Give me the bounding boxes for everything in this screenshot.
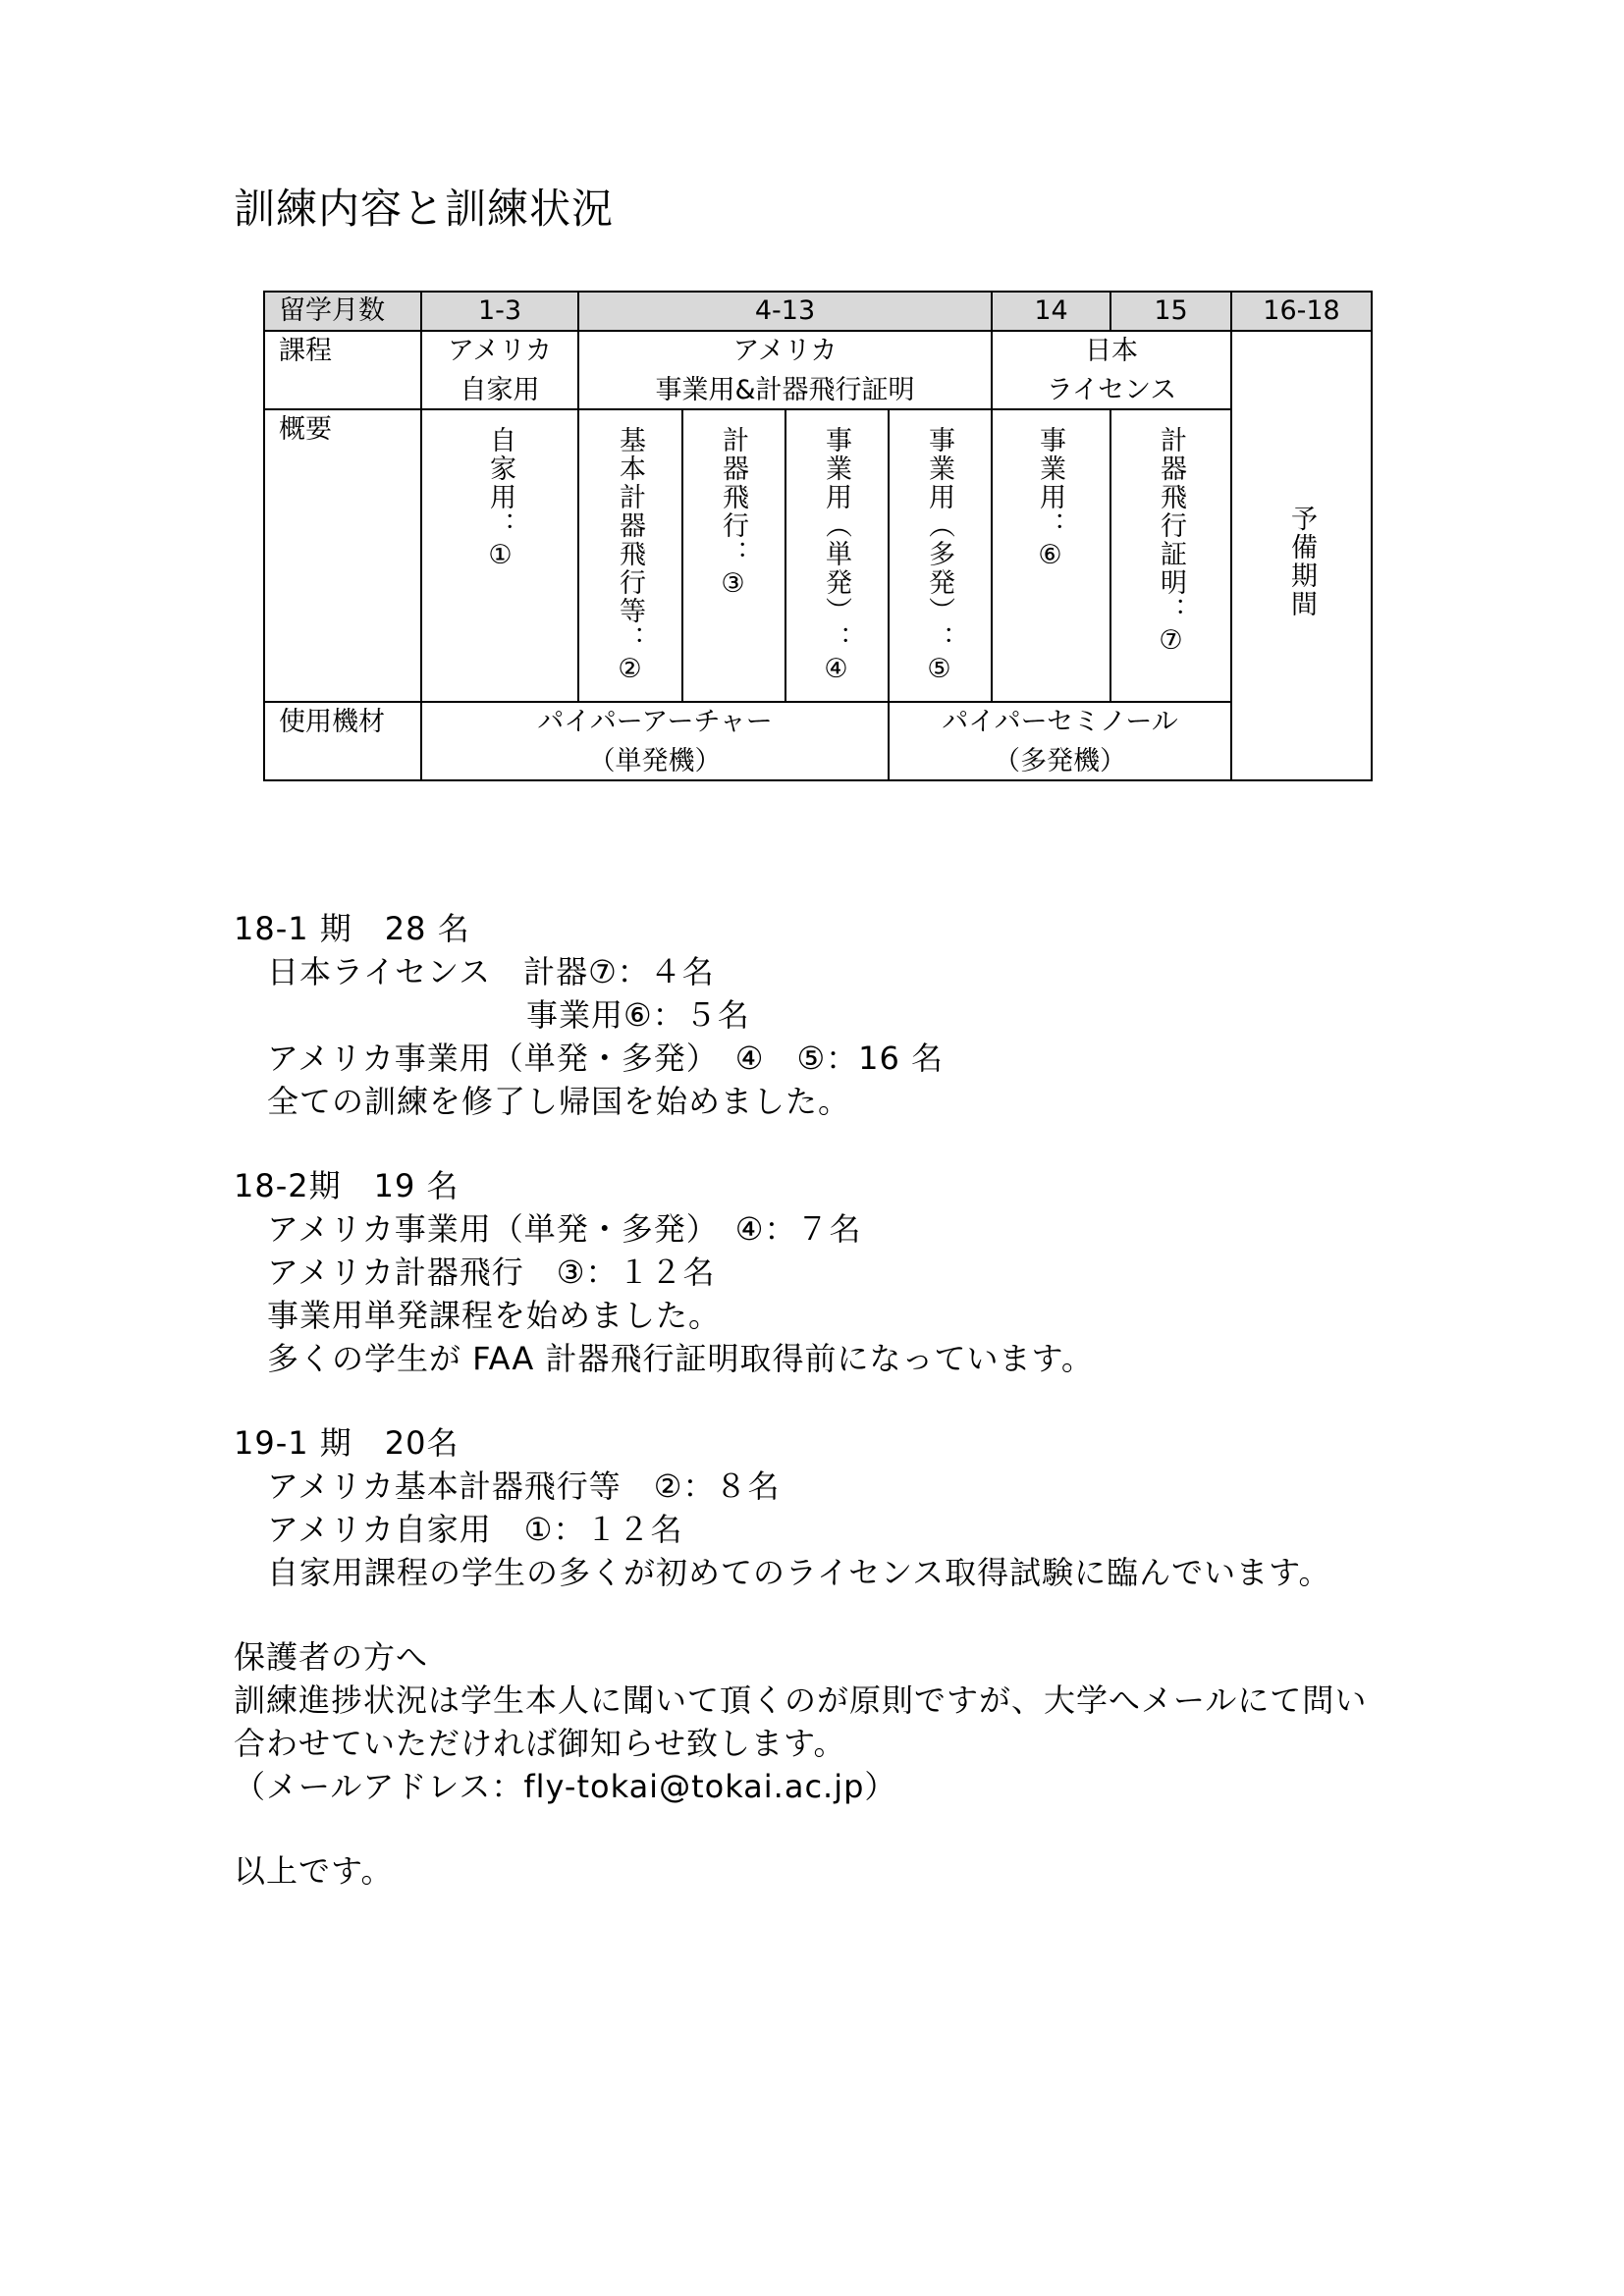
summary-commercial-single: 事業用（単発）：④ xyxy=(821,426,851,686)
course-japan xyxy=(993,332,1230,410)
section-18-1-line: 事業用⑥：５名 xyxy=(267,996,750,1034)
equipment-archer-line1: パイパーアーチャー xyxy=(537,707,773,737)
section-18-2-line: 事業用単発課程を始めました。 xyxy=(267,1297,722,1334)
equipment-archer xyxy=(422,703,888,781)
section-18-1-line: アメリカ事業用（単発・多発） ④ ⑤：16 名 xyxy=(267,1040,945,1077)
section-18-1-heading: 18-1 期 28 名 xyxy=(234,910,470,947)
summary-commercial-multi: 事業用（多発）：⑤ xyxy=(924,426,954,686)
row-label-summary: 概要 xyxy=(279,414,332,445)
section-18-2-line: アメリカ計器飛行 ③：１２名 xyxy=(267,1254,716,1291)
section-19-1-line: 自家用課程の学生の多くが初めてのライセンス取得試験に臨んでいます。 xyxy=(267,1554,1331,1591)
section-19-1-line: アメリカ基本計器飛行等 ②：８名 xyxy=(267,1468,781,1505)
guardian-line: 合わせていただければ御知らせ致します。 xyxy=(234,1725,846,1762)
section-18-1-line: 全ての訓練を修了し帰国を始めました。 xyxy=(267,1083,851,1120)
equipment-seminole-line2: （多発機） xyxy=(994,746,1126,776)
course-japan-line1: 日本 xyxy=(1085,336,1138,366)
equipment-seminole-line1: パイパーセミノール xyxy=(942,707,1178,737)
course-private-line2: 自家用 xyxy=(460,375,540,405)
page-title: 訓練内容と訓練状況 xyxy=(234,185,615,233)
guardian-heading: 保護者の方へ xyxy=(234,1638,429,1676)
section-19-1-line: アメリカ自家用 ①：１２名 xyxy=(267,1511,683,1548)
month-14: 14 xyxy=(1034,295,1068,326)
equipment-archer-line2: （単発機） xyxy=(588,746,722,776)
course-japan-line2: ライセンス xyxy=(1046,375,1177,405)
guardian-line: 訓練進捗状況は学生本人に聞いて頂くのが原則ですが、大学へメールにて問い xyxy=(234,1682,1368,1719)
equipment-seminole xyxy=(890,703,1230,781)
summary-instrument: 計器飛行：③ xyxy=(718,426,748,601)
row-label-equipment: 使用機材 xyxy=(279,707,385,737)
month-16-18: 16-18 xyxy=(1263,295,1340,326)
row-label-months: 留学月数 xyxy=(279,295,385,326)
course-commercial-line1: アメリカ xyxy=(732,336,838,366)
course-commercial-line2: 事業用&計器飛行証明 xyxy=(655,375,915,405)
section-18-2-heading: 18-2期 19 名 xyxy=(234,1167,460,1204)
summary-instrument-cert: 計器飛行証明：⑦ xyxy=(1156,426,1186,658)
course-private xyxy=(422,332,577,410)
course-commercial xyxy=(579,332,991,410)
summary-private: 自家用：① xyxy=(485,426,515,572)
month-1-3: 1-3 xyxy=(477,295,522,326)
section-18-2-line: アメリカ事業用（単発・多発） ④：７名 xyxy=(267,1210,862,1248)
summary-basic-instrument: 基本計器飛行等：② xyxy=(615,426,645,686)
section-18-2-line: 多くの学生が FAA 計器飛行証明取得前になっています。 xyxy=(267,1340,1094,1377)
summary-commercial-japan: 事業用：⑥ xyxy=(1035,426,1065,572)
section-19-1-heading: 19-1 期 20名 xyxy=(234,1424,460,1462)
closing-text: 以上です。 xyxy=(234,1852,394,1890)
guardian-email-line: （メールアドレス：fly-tokai@tokai.ac.jp） xyxy=(234,1768,897,1805)
month-4-13: 4-13 xyxy=(754,295,816,326)
summary-reserve: 予備期間 xyxy=(1286,505,1317,618)
course-private-line1: アメリカ xyxy=(447,336,553,366)
section-18-1-line: 日本ライセンス 計器⑦：４名 xyxy=(267,953,715,990)
row-label-course: 課程 xyxy=(279,336,332,366)
training-table xyxy=(263,291,1373,781)
month-15: 15 xyxy=(1154,295,1188,326)
